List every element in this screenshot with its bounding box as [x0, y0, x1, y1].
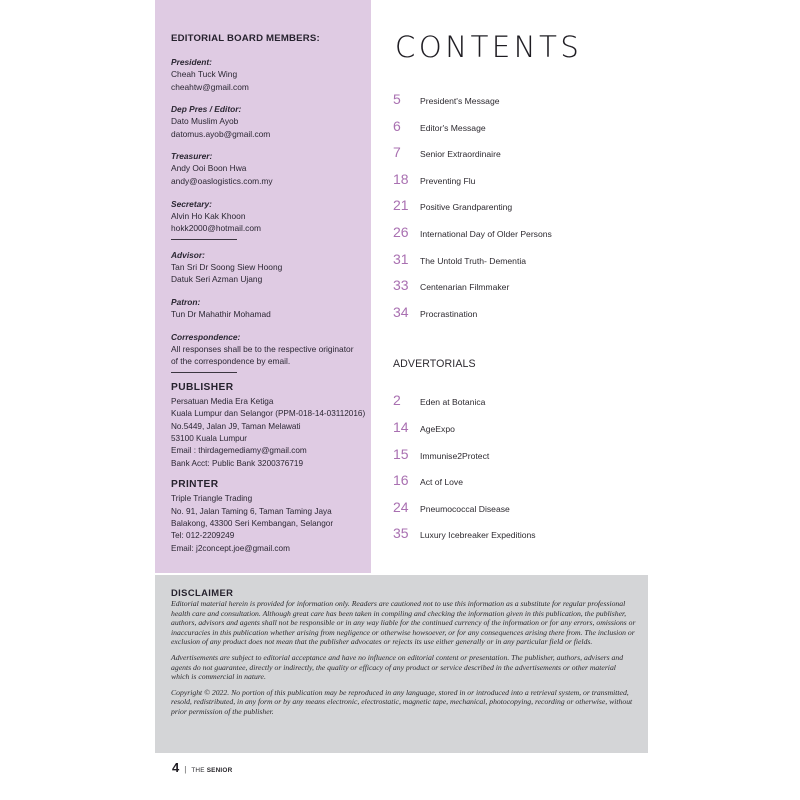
toc-item — [390, 224, 660, 251]
publication-name — [191, 767, 232, 774]
member-name: Alvin Ho Kak Khoon — [171, 210, 246, 221]
correspondence-text: of the correspondence by email. — [171, 356, 291, 367]
printer-heading: PRINTER — [171, 479, 219, 491]
member-name: Cheah Tuck Wing — [171, 69, 238, 79]
page-footer — [172, 760, 232, 775]
toc-page-number: 35 — [393, 525, 409, 542]
publication-title: SENIOR — [206, 767, 233, 774]
member-name: Dato Muslim Ayob — [171, 116, 239, 127]
contents-title: CONTENTS — [395, 30, 583, 64]
copyright-paragraph: Copyright © 2022. No portion of this publication may be reproduced in any language, stored in or introduced into a retrieval system, or transmitted, resold, redistributed, in any form or by any means electronic, electrostatic, magnetic tape, mechanical, photocopying, recording or otherwise, without prior permission of the publisher. — [171, 687, 633, 716]
role-label: Advisor: — [171, 249, 205, 260]
toc-page-number: 14 — [393, 418, 409, 435]
toc-title: Procrastination — [420, 308, 478, 319]
toc-title: International Day of Older Persons — [420, 228, 552, 239]
publication-prefix: THE — [191, 767, 205, 774]
printer-email: Email: j2concept.joe@gmail.com — [171, 543, 290, 553]
toc-title: Eden at Botanica — [420, 397, 486, 408]
disclaimer-heading: DISCLAIMER — [171, 587, 234, 598]
toc-page-number: 33 — [393, 277, 409, 294]
member-email: cheahtw@gmail.com — [171, 81, 249, 92]
publisher-line: Kuala Lumpur dan Selangor (PPM-018-14-03112016) — [171, 409, 366, 419]
member-name: Tan Sri Dr Soong Siew Hoong — [171, 261, 283, 272]
divider — [171, 239, 237, 240]
member-email: datomus.ayob@gmail.com — [171, 128, 271, 139]
advertorial-item — [390, 525, 660, 552]
role-label: President: — [171, 57, 212, 67]
footer-separator: | — [184, 765, 187, 774]
publisher-line: 53100 Kuala Lumpur — [171, 433, 248, 443]
editorial-board-heading: EDITORIAL BOARD MEMBERS: — [171, 33, 320, 44]
toc-title: Positive Grandparenting — [420, 202, 513, 213]
toc-item — [390, 251, 660, 278]
toc-page-number: 5 — [393, 91, 401, 107]
divider — [171, 372, 237, 373]
table-of-contents — [390, 30, 660, 552]
toc-page-number: 16 — [393, 472, 409, 489]
role-president — [171, 56, 371, 93]
toc-page-number: 15 — [393, 445, 409, 462]
toc-title: Preventing Flu — [420, 175, 476, 186]
printer-line: Balakong, 43300 Seri Kembangan, Selangor — [171, 518, 334, 528]
correspondence-text: All responses shall be to the respective originator — [171, 343, 354, 354]
toc-item — [390, 144, 660, 171]
printer-phone: Tel: 012-2209249 — [171, 531, 235, 541]
toc-page-number: 18 — [393, 170, 409, 187]
toc-title: AgeExpo — [420, 423, 455, 434]
toc-item — [390, 91, 660, 118]
printer-details — [171, 493, 371, 555]
toc-title: Act of Love — [420, 477, 463, 488]
printer-line: No. 91, Jalan Taming 6, Taman Taming Jaya — [171, 506, 332, 516]
toc-page-number: 21 — [393, 197, 409, 214]
publisher-email: Email : thirdagemediamy@gmail.com — [171, 446, 307, 456]
toc-item — [390, 304, 660, 331]
advertorial-item — [390, 446, 660, 473]
advertorial-item — [390, 392, 660, 419]
member-email: hokk2000@hotmail.com — [171, 223, 261, 234]
toc-page-number: 34 — [393, 303, 409, 320]
toc-page-number: 26 — [393, 223, 409, 240]
toc-title: The Untold Truth- Dementia — [420, 255, 527, 266]
role-correspondence — [171, 331, 371, 368]
toc-item — [390, 197, 660, 224]
toc-page-number: 6 — [393, 117, 401, 134]
publisher-line: No.5449, Jalan J9, Taman Melawati — [171, 421, 301, 431]
toc-page-number: 7 — [393, 144, 401, 161]
role-advisor — [171, 249, 371, 286]
advertorial-item — [390, 499, 660, 526]
toc-title: Pneumococcal Disease — [420, 503, 510, 514]
role-label: Correspondence: — [171, 331, 241, 342]
role-treasurer — [171, 150, 371, 187]
disclaimer-paragraph: Editorial material herein is provided for information only. Readers are cautioned not to use this information as a substitute for regular professional health care and consultation. Although great care has been taken in compiling and checking the information given in this publication, the publisher, authors, advisors and agents shall not be responsible or in any way liable for the continued currency of the information or for any errors, omissions or inaccuracies in this publication whether arising from negligence or otherwise howsoever, or for any consequences arising there from. The inclusion or exclusion of any product does not mean that the publisher advocates or rejects its use either generally or in any particular field or fields. — [171, 599, 636, 647]
editorial-board-panel — [155, 0, 371, 573]
toc-item — [390, 277, 660, 304]
role-label: Patron: — [171, 296, 201, 307]
member-email: andy@oaslogistics.com.my — [171, 175, 273, 186]
role-label: Treasurer: — [171, 151, 213, 162]
disclaimer-box — [155, 575, 648, 753]
member-name: Datuk Seri Azman Ujang — [171, 274, 263, 285]
member-name: Tun Dr Mahathir Mohamad — [171, 308, 271, 319]
toc-item — [390, 118, 660, 145]
toc-page-number: 2 — [393, 392, 401, 409]
publisher-details — [171, 396, 371, 470]
role-patron — [171, 296, 371, 321]
toc-title: Centenarian Filmmaker — [420, 282, 510, 293]
publisher-bank: Bank Acct: Public Bank 3200376719 — [171, 458, 304, 468]
role-dep-pres-editor — [171, 103, 371, 140]
toc-page-number: 24 — [393, 498, 409, 515]
role-label: Dep Pres / Editor: — [171, 104, 242, 115]
publisher-heading: PUBLISHER — [171, 381, 234, 393]
page-number: 4 — [172, 760, 180, 775]
advertisements-paragraph: Advertisements are subject to editorial acceptance and have no influence on editorial content or presentation. The publisher, authors, advisers and agents do not guarantee, directly or indirectly, the quality or efficacy of any product or service described in the advertisements or other material which is commercial in nature. — [171, 652, 624, 682]
advertorial-item — [390, 419, 660, 446]
printer-line: Triple Triangle Trading — [171, 494, 253, 504]
toc-title: Senior Extraordinaire — [420, 149, 501, 160]
toc-page-number: 31 — [393, 250, 409, 267]
toc-title: Immunise2Protect — [420, 450, 490, 461]
role-secretary — [171, 198, 371, 235]
publisher-line: Persatuan Media Era Ketiga — [171, 396, 274, 406]
advertorials-heading: ADVERTORIALS — [393, 358, 476, 371]
toc-title: Editor's Message — [420, 122, 486, 133]
advertorial-item — [390, 472, 660, 499]
toc-item — [390, 171, 660, 198]
toc-title: Luxury Icebreaker Expeditions — [420, 530, 536, 541]
toc-title: President's Message — [420, 96, 500, 106]
role-label: Secretary: — [171, 198, 212, 209]
member-name: Andy Ooi Boon Hwa — [171, 163, 247, 174]
